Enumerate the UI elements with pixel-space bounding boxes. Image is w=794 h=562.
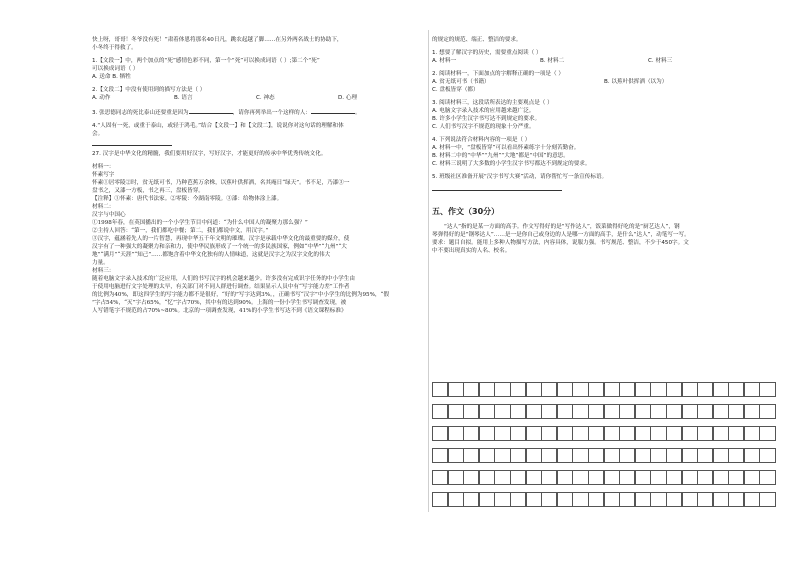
answer-blank[interactable]	[189, 107, 233, 114]
question-4: 4.“人固有一死，或重于泰山，或轻于鸿毛。”结合【文段一】和【文段二】，说说你对这句话的理解和体	[92, 123, 344, 129]
material-1-title: 材料一：	[92, 164, 115, 170]
question-2: 2.【文段二】中没有使用到的描写方法是（ ）	[92, 87, 206, 93]
grid-cell[interactable]	[572, 382, 588, 397]
grid-cell[interactable]	[759, 448, 775, 463]
grid-cell[interactable]	[744, 382, 760, 397]
grid-cell[interactable]	[494, 404, 510, 419]
grid-cell[interactable]	[588, 382, 604, 397]
grid-cell[interactable]	[728, 470, 744, 485]
grid-cell[interactable]	[588, 448, 604, 463]
grid-cell[interactable]	[619, 448, 635, 463]
grid-cell[interactable]	[604, 404, 620, 419]
grid-cell[interactable]	[510, 470, 526, 485]
grid-cell[interactable]	[588, 492, 604, 507]
option-a: A. 材料一中，“盘板皆穿”可以看出怀素练字十分刻苦勤奋。	[432, 145, 580, 151]
grid-cell[interactable]	[479, 492, 495, 507]
material-1-line: 怀素①居零陵②时，贫无纸可书，乃种芭蕉万余株，以蕉叶供挥洒，名其庵日“绿天”。书不足，乃漆③一	[92, 180, 350, 186]
grid-cell[interactable]	[619, 382, 635, 397]
option-a: A. 贫无纸可书（书籍）	[432, 79, 490, 85]
grid-cell[interactable]	[526, 382, 542, 397]
grid-cell[interactable]	[619, 470, 635, 485]
material-1-line: 盘书之，又漆一方板，书之再三，盘板皆穿。	[92, 188, 204, 194]
material-2-subtitle: 汉字与中国心	[92, 212, 126, 218]
grid-cell[interactable]	[572, 426, 588, 441]
grid-cell[interactable]	[697, 404, 713, 419]
grid-cell[interactable]	[713, 492, 729, 507]
question-27: 27. 汉字是中华文化的精髓，我们要用好汉字，写好汉字，才能更好的传承中华优秀传统文化。	[92, 151, 327, 157]
essay-prompt: 琴弹得好的是“钢琴达人”……是一是你自己或身边的人是哪一方面的高手，是什么“达人”，动笔写一写。	[432, 232, 690, 238]
option-b: B. 许多小学生汉字书写达不到规定的要求。	[432, 116, 541, 122]
option-b: B. 以蕉叶供挥洒（以为）	[604, 79, 668, 85]
grid-cell[interactable]	[666, 382, 682, 397]
grid-cell[interactable]	[619, 404, 635, 419]
option-c: C. 神态	[256, 95, 275, 101]
grid-cell[interactable]	[432, 382, 448, 397]
grid-cell[interactable]	[557, 448, 573, 463]
option-c: C. 人们书写汉字不规范的现象十分严重。	[432, 124, 535, 130]
grid-cell[interactable]	[432, 470, 448, 485]
grid-cell[interactable]	[604, 382, 620, 397]
grid-cell[interactable]	[463, 382, 479, 397]
grid-cell[interactable]	[526, 470, 542, 485]
grid-cell[interactable]	[479, 382, 495, 397]
question-r2-options	[432, 78, 786, 86]
grid-cell[interactable]	[448, 382, 464, 397]
grid-cell[interactable]	[463, 470, 479, 485]
grid-cell[interactable]	[463, 404, 479, 419]
grid-cell[interactable]	[494, 382, 510, 397]
grid-cell[interactable]	[463, 492, 479, 507]
grid-cell[interactable]	[728, 448, 744, 463]
grid-cell[interactable]	[510, 492, 526, 507]
grid-cell[interactable]	[682, 448, 698, 463]
grid-row	[432, 492, 775, 507]
grid-cell[interactable]	[619, 426, 635, 441]
question-1: 1.【文段一】中，两个加点的“死”感情色彩不同，第一个“死”可以换成词语（ ）;第二个“死”	[92, 58, 320, 64]
grid-cell[interactable]	[541, 492, 557, 507]
material-2-line: ①1998年春，在英国播出的一个小学生节目中问道：“为什么中国人的凝聚力那么强？”	[92, 220, 308, 226]
grid-cell[interactable]	[604, 492, 620, 507]
grid-cell[interactable]	[448, 426, 464, 441]
grid-cell[interactable]	[759, 470, 775, 485]
option-b: B. 材料二中的“中华”“九州”“大地”都是“中国”的意思。	[432, 153, 569, 159]
grid-cell[interactable]	[744, 470, 760, 485]
grid-cell[interactable]	[682, 404, 698, 419]
text-line: 快上呀，哥哥！冬爷没有死！”肃着体恩将那名40日凡，跳农起越了脚……在另外两名战士的协助下，	[92, 37, 343, 43]
grid-cell[interactable]	[744, 426, 760, 441]
grid-cell[interactable]	[635, 426, 651, 441]
grid-cell[interactable]	[759, 404, 775, 419]
grid-cell[interactable]	[479, 448, 495, 463]
grid-cell[interactable]	[759, 382, 775, 397]
grid-cell[interactable]	[588, 404, 604, 419]
grid-cell[interactable]	[619, 492, 635, 507]
question-r1-options	[432, 57, 786, 65]
grid-cell[interactable]	[541, 470, 557, 485]
option-c: C. 材料三说明了大多数的小学生汉字书写都达不到规定的要求。	[432, 161, 591, 167]
material-2-line: 力量。	[92, 260, 109, 266]
grid-cell[interactable]	[744, 448, 760, 463]
question-1-cont: 可以换成词语（ ）	[92, 66, 139, 72]
grid-row	[432, 382, 775, 397]
grid-cell[interactable]	[463, 426, 479, 441]
material-3-line: ”字占54%，“灭”字占65%，“忆”字占70%，其中有的达到90%。上海的一份小学生书写调查发现，被	[92, 300, 347, 306]
grid-cell[interactable]	[510, 426, 526, 441]
material-3-line: 人写错笔字不规范的占70%~80%。北京的一项调查发现，41%的小学生书写达不到《语文课程标准》	[92, 308, 347, 314]
question-r4: 4. 下列说法符合材料内容的一项是（ ）	[432, 137, 531, 143]
question-r5: 5. 班级社区准备开展“汉字书写大赛”活动，请你帮忙写一条宣传标语。	[432, 174, 608, 180]
grid-cell[interactable]	[479, 404, 495, 419]
material-2-line: 地”“满月”“天涯”“知己”……都饱含着中华文化独有的人情味道，这就是汉字之为汉字文化的伟大	[92, 252, 331, 258]
grid-cell[interactable]	[510, 382, 526, 397]
grid-cell[interactable]	[494, 492, 510, 507]
option-a: A. 材料一	[432, 58, 457, 64]
grid-cell[interactable]	[728, 492, 744, 507]
grid-cell[interactable]	[448, 404, 464, 419]
grid-cell[interactable]	[682, 382, 698, 397]
grid-cell[interactable]	[713, 426, 729, 441]
grid-cell[interactable]	[713, 448, 729, 463]
grid-cell[interactable]	[432, 448, 448, 463]
grid-cell[interactable]	[604, 470, 620, 485]
grid-cell[interactable]	[494, 448, 510, 463]
grid-cell[interactable]	[666, 426, 682, 441]
option-d: D. 心理	[338, 95, 358, 101]
grid-cell[interactable]	[682, 492, 698, 507]
grid-row	[432, 448, 775, 463]
grid-cell[interactable]	[650, 448, 666, 463]
grid-cell[interactable]	[666, 492, 682, 507]
grid-row	[432, 470, 775, 485]
essay-grid[interactable]	[432, 382, 775, 514]
grid-cell[interactable]	[479, 426, 495, 441]
essay-prompt: 要求：题目自拟。能用上多种人物描写方法，内容具体，说服力强。书写规范、整洁，不少于450字。文	[432, 240, 689, 246]
grid-cell[interactable]	[541, 404, 557, 419]
grid-cell[interactable]	[557, 382, 573, 397]
grid-cell[interactable]	[526, 448, 542, 463]
grid-cell[interactable]	[635, 470, 651, 485]
grid-cell[interactable]	[697, 448, 713, 463]
question-r1: 1. 想要了解汉字的历史，需要重点阅读（ ）	[432, 50, 542, 56]
essay-prompt: 中不要出现真实的人名、校名。	[432, 248, 511, 254]
grid-cell[interactable]	[494, 426, 510, 441]
material-1-subtitle: 怀素写字	[92, 172, 115, 178]
grid-cell[interactable]	[635, 382, 651, 397]
grid-cell[interactable]	[448, 492, 464, 507]
grid-cell[interactable]	[494, 470, 510, 485]
grid-cell[interactable]	[650, 470, 666, 485]
grid-cell[interactable]	[479, 470, 495, 485]
question-r2: 2. 阅读材料一，下面加点的字解释正确的一项是（ ）	[432, 71, 564, 77]
grid-cell[interactable]	[588, 470, 604, 485]
question-r3: 3. 阅读材料三，这段话所表达的主要观点是（ ）	[432, 100, 553, 106]
section-5-title: 五、作文（30分）	[432, 207, 500, 216]
option-b: B. 语言	[174, 95, 193, 101]
grid-cell[interactable]	[697, 426, 713, 441]
material-2-line: 汉字有了一种强大的凝聚力和亲和力，使中华民族形成了一个统一的多民族国家，例如“中华”“九州”“大	[92, 244, 347, 250]
material-2-line: ③汉字，蕴涵着先人的一片智慧，再现中华五千年文明的璀璨。汉字是承载中华文化的最重要的媒介，使	[92, 236, 350, 242]
grid-cell[interactable]	[666, 448, 682, 463]
grid-cell[interactable]	[697, 470, 713, 485]
grid-cell[interactable]	[697, 492, 713, 507]
grid-cell[interactable]	[557, 404, 573, 419]
option-b: B. 材料二	[540, 58, 565, 64]
grid-cell[interactable]	[463, 448, 479, 463]
grid-cell[interactable]	[572, 404, 588, 419]
grid-cell[interactable]	[635, 404, 651, 419]
option-c: C. 盘板皆穿（都）	[432, 87, 479, 93]
grid-cell[interactable]	[526, 492, 542, 507]
grid-cell[interactable]	[759, 426, 775, 441]
material-2-line: ②主持人回答：“第一，我们都吃中餐；第二，我们都说中文，用汉字。”	[92, 228, 269, 234]
grid-cell[interactable]	[635, 448, 651, 463]
material-3-line: 于使用电脑进行文字处理的太早，有关部门对不同人群进行调查。结果显示人员中有“写字能力差”工作者	[92, 284, 350, 290]
grid-cell[interactable]	[572, 470, 588, 485]
grid-cell[interactable]	[572, 448, 588, 463]
grid-cell[interactable]	[728, 382, 744, 397]
grid-cell[interactable]	[650, 492, 666, 507]
grid-cell[interactable]	[510, 448, 526, 463]
grid-cell[interactable]	[448, 448, 464, 463]
left-column	[92, 36, 420, 315]
grid-cell[interactable]	[432, 492, 448, 507]
grid-cell[interactable]	[713, 404, 729, 419]
grid-cell[interactable]	[526, 426, 542, 441]
grid-cell[interactable]	[557, 492, 573, 507]
grid-cell[interactable]	[713, 382, 729, 397]
grid-cell[interactable]	[728, 426, 744, 441]
grid-cell[interactable]	[666, 404, 682, 419]
material-3-line: 随着电脑文字录入技术的广泛应用，人们的书写汉字的机会越来越少。许多没有完成识字任务的中小学生由	[92, 276, 355, 282]
grid-cell[interactable]	[510, 404, 526, 419]
grid-cell[interactable]	[432, 426, 448, 441]
grid-cell[interactable]	[557, 426, 573, 441]
grid-cell[interactable]	[666, 470, 682, 485]
grid-cell[interactable]	[572, 492, 588, 507]
grid-cell[interactable]	[557, 470, 573, 485]
text-line: 的规定的规范、端正、整洁的要求。	[432, 37, 522, 43]
grid-cell[interactable]	[541, 426, 557, 441]
grid-cell[interactable]	[728, 404, 744, 419]
grid-cell[interactable]	[650, 426, 666, 441]
option-a: A. 动作	[92, 95, 111, 101]
answer-line[interactable]	[432, 189, 562, 191]
material-3-line: 的比例为40%，即这四学生的写字能力都不是很好，“好的”写字达到3%。，正确书写“汉字”中小学生的比例为95%，“假	[92, 292, 389, 298]
question-3: 3. 张思德同志的死比泰山还要重是因为 ，请你再列举出一个这样的人： 。	[92, 107, 420, 117]
grid-cell[interactable]	[682, 470, 698, 485]
right-column	[432, 36, 786, 255]
grid-cell[interactable]	[432, 404, 448, 419]
question-4-cont: 会。	[92, 131, 104, 137]
grid-cell[interactable]	[650, 404, 666, 419]
material-3-title: 材料三：	[92, 268, 115, 274]
grid-cell[interactable]	[682, 426, 698, 441]
grid-cell[interactable]	[650, 382, 666, 397]
grid-cell[interactable]	[713, 470, 729, 485]
answer-blank[interactable]	[311, 107, 355, 114]
grid-cell[interactable]	[604, 426, 620, 441]
option-c: C. 材料三	[648, 58, 673, 64]
material-1-note: 【注释】①怀素：唐代书法家。②零陵：今湖南零陵。③漆：给物体涂上漆。	[92, 196, 283, 202]
grid-cell[interactable]	[448, 470, 464, 485]
column-divider	[428, 30, 429, 512]
grid-cell[interactable]	[541, 382, 557, 397]
option-a: A. 电脑文字录入技术的应用越来越广泛。	[432, 108, 535, 114]
grid-cell[interactable]	[759, 492, 775, 507]
answer-line[interactable]	[92, 144, 172, 146]
grid-row	[432, 426, 775, 441]
grid-cell[interactable]	[588, 426, 604, 441]
question-1-options: A. 送命 B. 牺牲	[92, 74, 131, 80]
grid-cell[interactable]	[541, 448, 557, 463]
grid-cell[interactable]	[635, 492, 651, 507]
question-2-options	[92, 94, 420, 102]
grid-cell[interactable]	[744, 404, 760, 419]
text-line: 小冬终于得救了。	[92, 45, 137, 51]
grid-cell[interactable]	[697, 382, 713, 397]
grid-cell[interactable]	[526, 404, 542, 419]
grid-cell[interactable]	[604, 448, 620, 463]
essay-prompt: “达人”指的是某一方面的高手。作文写得好的是“写作达人”，饭菜做得好吃的是“厨艺达人”，钢	[444, 224, 680, 230]
material-2-title: 材料二：	[92, 204, 115, 210]
grid-cell[interactable]	[744, 492, 760, 507]
grid-row	[432, 404, 775, 419]
